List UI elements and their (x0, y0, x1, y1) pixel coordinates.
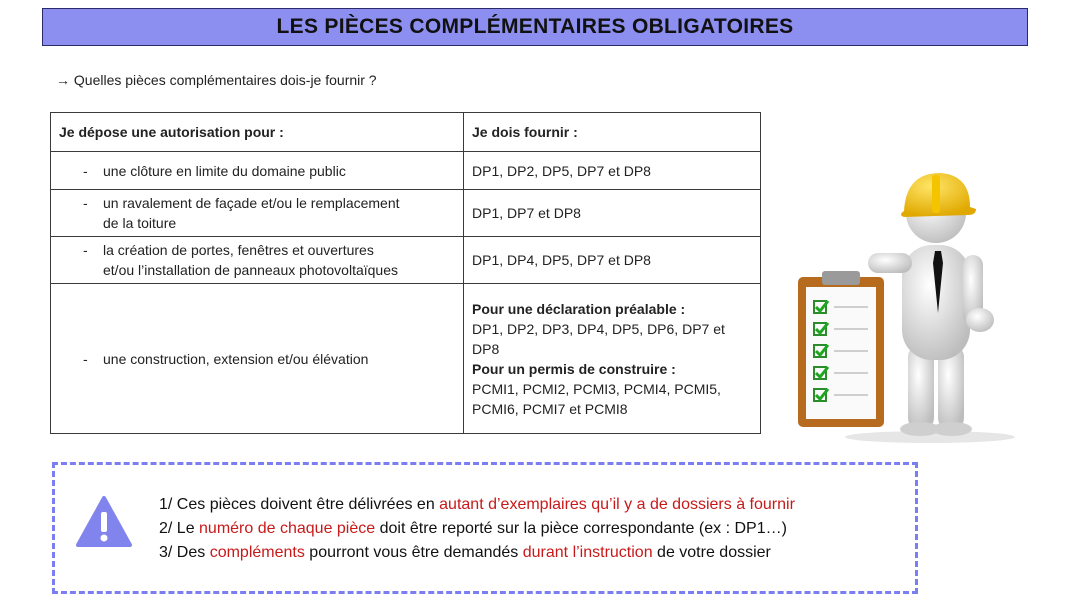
table-row (51, 237, 761, 284)
row-pieces: DP1, DP2, DP5, DP7 et DP8 (464, 152, 761, 190)
row-pieces: DP1, DP4, DP5, DP7 et DP8 (464, 237, 761, 284)
dp-heading: Pour une déclaration préalable : (472, 300, 686, 317)
table-header-row (51, 113, 761, 152)
table-row (51, 152, 761, 190)
question-text: → Quelles pièces complémentaires dois-je fournir ? (56, 72, 377, 88)
table-row (51, 284, 761, 434)
pc-heading: Pour un permis de construire : (472, 360, 676, 377)
checklist-figure-image (780, 145, 1030, 445)
highlight-copies: autant d’exemplaires qu’il y a de dossiers à fournir (439, 496, 795, 513)
notice-lines (159, 493, 795, 565)
row-label-cont: de la toiture (103, 215, 177, 231)
row-label: la création de portes, fenêtres et ouvertures (103, 242, 374, 258)
pc-line: PCMI6, PCMI7 et PCMI8 (472, 400, 628, 417)
row-label: une construction, extension et/ou élévation (103, 350, 369, 367)
dp-line: DP8 (472, 340, 500, 357)
notice-line-3: 3/ Des compléments pourront vous être demandés durant l’instruction de votre dossier (159, 544, 771, 561)
pc-line: PCMI1, PCMI2, PCMI3, PCMI4, PCMI5, (472, 380, 721, 397)
row-label: une clôture en limite du domaine public (103, 162, 346, 179)
notice-box (52, 462, 918, 594)
highlight-complements: compléments (209, 544, 305, 561)
row-pieces: DP1, DP7 et DP8 (464, 190, 761, 237)
header-left: Je dépose une autorisation pour : (51, 113, 464, 152)
dp-line: DP1, DP2, DP3, DP4, DP5, DP6, DP7 et (472, 320, 725, 337)
warning-icon (75, 495, 133, 549)
title-banner (42, 8, 1028, 46)
worker-checklist-illustration (780, 145, 1030, 445)
row-label: un ravalement de façade et/ou le remplacement (103, 195, 400, 211)
row-dash: - (83, 350, 88, 367)
notice-line-1: 1/ Ces pièces doivent être délivrées en autant d’exemplaires qu’il y a de dossiers à fournir (159, 496, 795, 513)
row-dash: - (83, 162, 88, 179)
table-row (51, 190, 761, 237)
header-right: Je dois fournir : (464, 113, 761, 152)
pieces-table (50, 112, 761, 434)
highlight-number: numéro de chaque pièce (199, 520, 376, 537)
notice-line-2: 2/ Le numéro de chaque pièce doit être reporté sur la pièce correspondante (ex : DP1…) (159, 520, 787, 537)
highlight-instruction: durant l’instruction (522, 544, 653, 561)
page-title: LES PIÈCES COMPLÉMENTAIRES OBLIGATOIRES (276, 15, 794, 38)
row-dash: - (83, 242, 88, 258)
row-dash: - (83, 195, 88, 211)
row-label-cont: et/ou l’installation de panneaux photovoltaïques (103, 262, 398, 278)
